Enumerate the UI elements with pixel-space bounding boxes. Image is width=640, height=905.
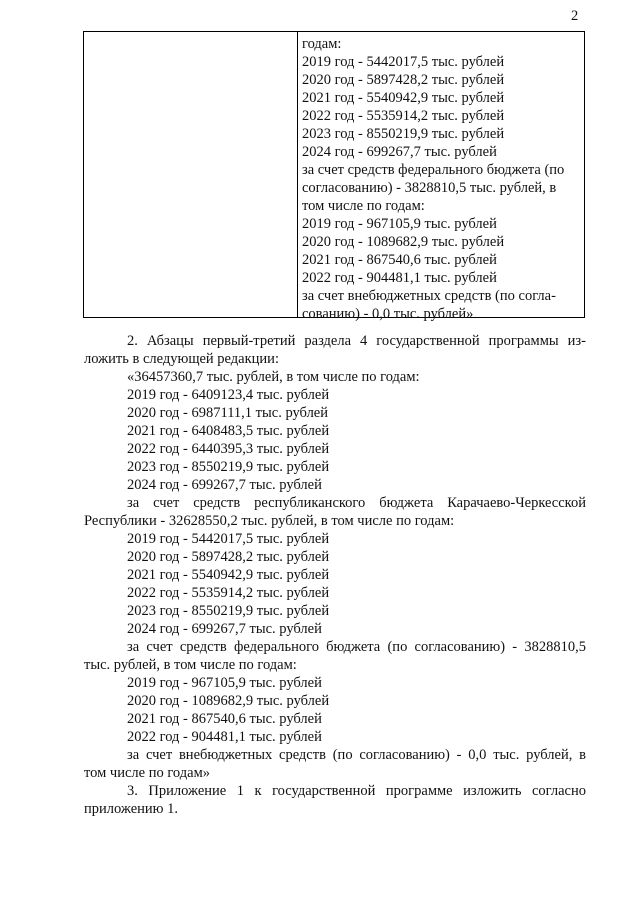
- table-line: 2024 год - 699267,7 тыс. рублей: [302, 144, 497, 160]
- paragraph-2-line: ложить в следующей редакции:: [84, 351, 279, 367]
- year-line: 2019 год - 5442017,5 тыс. рублей: [127, 531, 330, 547]
- republic-budget-line: за счет средств республиканского бюджета Карачаево-Черкесской: [127, 495, 586, 511]
- document-body: [84, 332, 586, 818]
- year-line: 2024 год - 699267,7 тыс. рублей: [127, 621, 322, 637]
- table-line: 2021 год - 867540,6 тыс. рублей: [302, 252, 497, 268]
- paragraph-3-line: 3. Приложение 1 к государственной программе изложить согласно: [127, 783, 586, 799]
- table-left-cell: [84, 32, 298, 317]
- table-line: 2021 год - 5540942,9 тыс. рублей: [302, 90, 505, 106]
- table-line: 2020 год - 5897428,2 тыс. рублей: [302, 72, 505, 88]
- table-line: за счет средств федерального бюджета (по: [302, 162, 565, 178]
- table-line: 2019 год - 967105,9 тыс. рублей: [302, 216, 497, 232]
- total-funding-line: «36457360,7 тыс. рублей, в том числе по годам:: [127, 369, 420, 385]
- year-line: 2024 год - 699267,7 тыс. рублей: [127, 477, 322, 493]
- paragraph-2-line: 2. Абзацы первый-третий раздела 4 государственной программы из-: [127, 333, 586, 349]
- year-line: 2020 год - 5897428,2 тыс. рублей: [127, 549, 330, 565]
- year-line: 2021 год - 6408483,5 тыс. рублей: [127, 423, 330, 439]
- table-line: сованию) - 0,0 тыс. рублей»: [302, 306, 474, 322]
- table-line: том числе по годам:: [302, 198, 425, 214]
- paragraph-3-line: приложению 1.: [84, 801, 179, 817]
- federal-budget-line: тыс. рублей, в том числе по годам:: [84, 657, 297, 673]
- table-line: согласованию) - 3828810,5 тыс. рублей, в: [302, 180, 557, 196]
- year-line: 2021 год - 867540,6 тыс. рублей: [127, 711, 322, 727]
- table-line: 2019 год - 5442017,5 тыс. рублей: [302, 54, 505, 70]
- federal-budget-line: за счет средств федерального бюджета (по согласованию) - 3828810,5: [127, 639, 586, 655]
- year-line: 2021 год - 5540942,9 тыс. рублей: [127, 567, 330, 583]
- year-line: 2022 год - 904481,1 тыс. рублей: [127, 729, 322, 745]
- page-number: 2: [571, 8, 579, 24]
- table-line: 2022 год - 5535914,2 тыс. рублей: [302, 108, 505, 124]
- table-line: 2023 год - 8550219,9 тыс. рублей: [302, 126, 505, 142]
- table-line: годам:: [302, 36, 342, 52]
- republic-budget-line: Республики - 32628550,2 тыс. рублей, в том числе по годам:: [84, 513, 455, 529]
- year-line: 2019 год - 967105,9 тыс. рублей: [127, 675, 322, 691]
- year-line: 2019 год - 6409123,4 тыс. рублей: [127, 387, 330, 403]
- extrabudgetary-line: том числе по годам»: [84, 765, 210, 781]
- year-line: 2023 год - 8550219,9 тыс. рублей: [127, 459, 330, 475]
- funding-table: [83, 31, 585, 322]
- table-line: за счет внебюджетных средств (по согла-: [302, 288, 556, 304]
- table-line: 2022 год - 904481,1 тыс. рублей: [302, 270, 497, 286]
- year-line: 2020 год - 6987111,1 тыс. рублей: [127, 405, 329, 421]
- extrabudgetary-line: за счет внебюджетных средств (по согласованию) - 0,0 тыс. рублей, в: [127, 747, 586, 763]
- table-line: 2020 год - 1089682,9 тыс. рублей: [302, 234, 505, 250]
- table-right-cell: [298, 32, 584, 322]
- year-line: 2022 год - 5535914,2 тыс. рублей: [127, 585, 330, 601]
- year-line: 2023 год - 8550219,9 тыс. рублей: [127, 603, 330, 619]
- year-line: 2022 год - 6440395,3 тыс. рублей: [127, 441, 330, 457]
- year-line: 2020 год - 1089682,9 тыс. рублей: [127, 693, 330, 709]
